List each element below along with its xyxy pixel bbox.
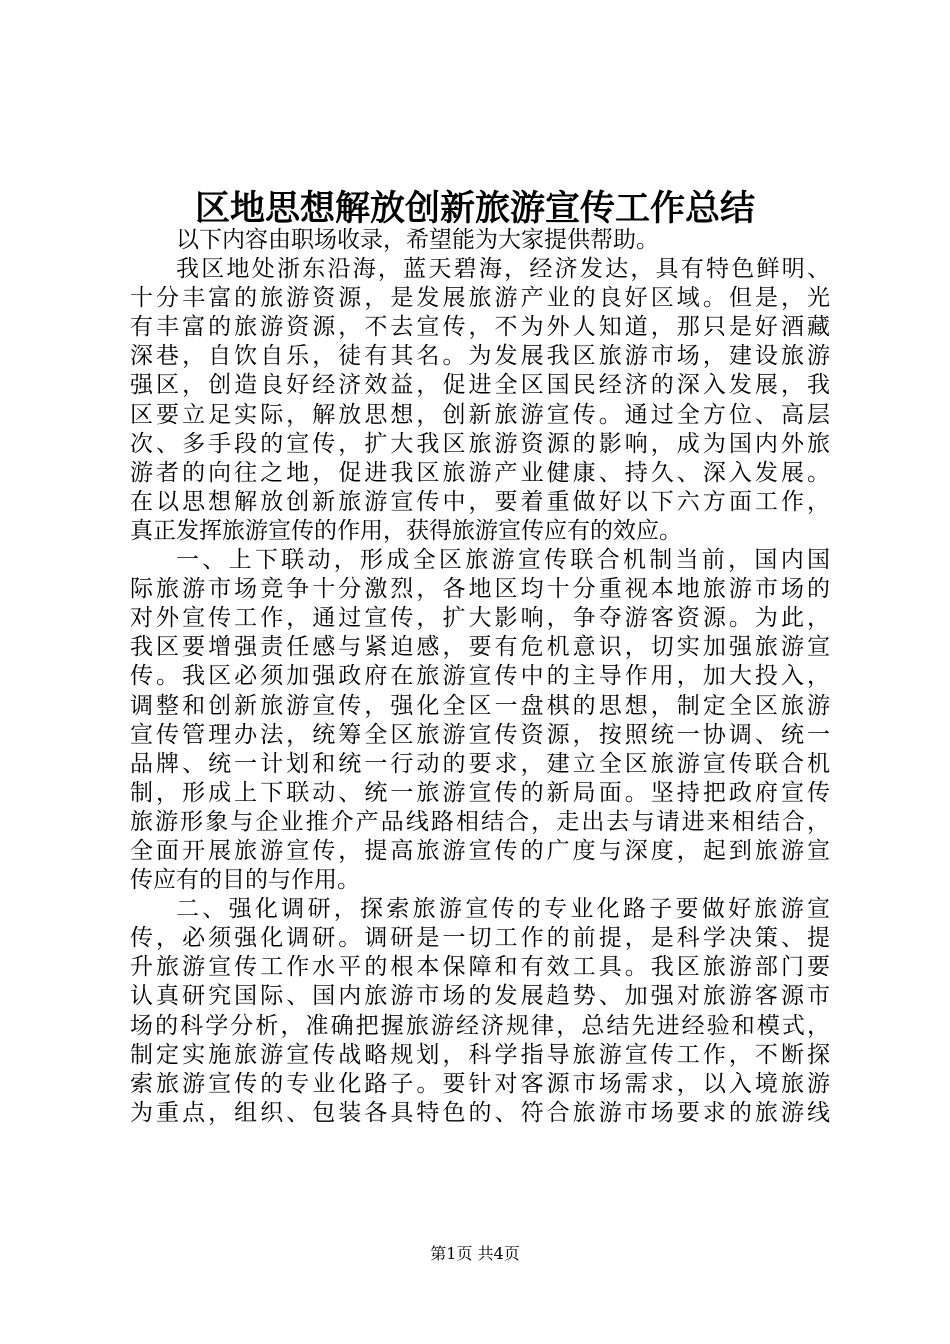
- page-number-footer: 第1页 共4页: [430, 1244, 520, 1263]
- paragraph-2-line: 际旅游市场竞争十分激烈，各地区均十分重视本地旅游市场的: [130, 576, 830, 603]
- paragraph-1-line: 次、多手段的宣传，扩大我区旅游资源的影响，成为国内外旅: [130, 430, 830, 457]
- paragraph-3-line: 索旅游宣传的专业化路子。要针对客源市场需求，以入境旅游: [130, 1070, 830, 1097]
- document-body: [130, 226, 830, 1128]
- paragraph-3-line: 场的科学分析，准确把握旅游经济规律，总结先进经验和模式，: [130, 1012, 830, 1039]
- paragraph-3-line: 二、强化调研，探索旅游宣传的专业化路子要做好旅游宣: [176, 896, 830, 923]
- paragraph-1-line: 区要立足实际，解放思想，创新旅游宣传。通过全方位、高层: [130, 401, 830, 428]
- document-title: 区地思想解放创新旅游宣传工作总结: [194, 188, 755, 229]
- paragraph-2-line: 调整和创新旅游宣传，强化全区一盘棋的思想，制定全区旅游: [130, 692, 830, 719]
- paragraph-3-line: 认真研究国际、国内旅游市场的发展趋势、加强对旅游客源市: [130, 983, 830, 1010]
- paragraph-2-line: 品牌、统一计划和统一行动的要求，建立全区旅游宣传联合机: [130, 750, 830, 777]
- paragraph-2-line: 传应有的目的与作用。: [130, 867, 360, 894]
- paragraph-1-line: 深巷，自饮自乐，徒有其名。为发展我区旅游市场，建设旅游: [130, 343, 830, 370]
- paragraph-2-line: 宣传管理办法，统筹全区旅游宣传资源，按照统一协调、统一: [130, 721, 830, 748]
- paragraph-2-line: 旅游形象与企业推介产品线路相结合，走出去与请进来相结合，: [130, 808, 830, 835]
- paragraph-3-line: 制定实施旅游宣传战略规划，科学指导旅游宣传工作，不断探: [130, 1041, 830, 1068]
- paragraph-2-line: 全面开展旅游宣传，提高旅游宣传的广度与深度，起到旅游宣: [130, 837, 830, 864]
- paragraph-2-line: 我区要增强责任感与紧迫感，要有危机意识，切实加强旅游宣: [130, 634, 830, 661]
- paragraph-2-line: 对外宣传工作，通过宣传，扩大影响，争夺游客资源。为此，: [130, 605, 830, 632]
- paragraph-3-line: 为重点，组织、包装各具特色的、符合旅游市场要求的旅游线: [130, 1099, 830, 1126]
- paragraph-1-line: 游者的向往之地，促进我区旅游产业健康、持久、深入发展。: [130, 459, 830, 486]
- paragraph-3-line: 升旅游宣传工作水平的根本保障和有效工具。我区旅游部门要: [130, 954, 830, 981]
- intro-line: 以下内容由职场收录，希望能为大家提供帮助。: [176, 227, 659, 253]
- paragraph-1-line: 在以思想解放创新旅游宣传中，要着重做好以下六方面工作，: [130, 488, 830, 515]
- paragraph-2-line: 传。我区必须加强政府在旅游宣传中的主导作用，加大投入，: [130, 663, 830, 690]
- paragraph-1-line: 我区地处浙东沿海，蓝天碧海，经济发达，具有特色鲜明、: [176, 256, 830, 283]
- paragraph-2-line: 制，形成上下联动、统一旅游宣传的新局面。坚持把政府宣传: [130, 779, 830, 806]
- paragraph-1-line: 强区，创造良好经济效益，促进全区国民经济的深入发展，我: [130, 372, 830, 399]
- paragraph-1-line: 真正发挥旅游宣传的作用，获得旅游宣传应有的效应。: [130, 517, 682, 544]
- paragraph-2-line: 一、上下联动，形成全区旅游宣传联合机制当前，国内国: [176, 547, 830, 574]
- paragraph-1-line: 十分丰富的旅游资源，是发展旅游产业的良好区域。但是，光: [130, 285, 830, 312]
- paragraph-3-line: 传，必须强化调研。调研是一切工作的前提，是科学决策、提: [130, 925, 830, 952]
- paragraph-1-line: 有丰富的旅游资源，不去宣传，不为外人知道，那只是好酒藏: [130, 314, 830, 341]
